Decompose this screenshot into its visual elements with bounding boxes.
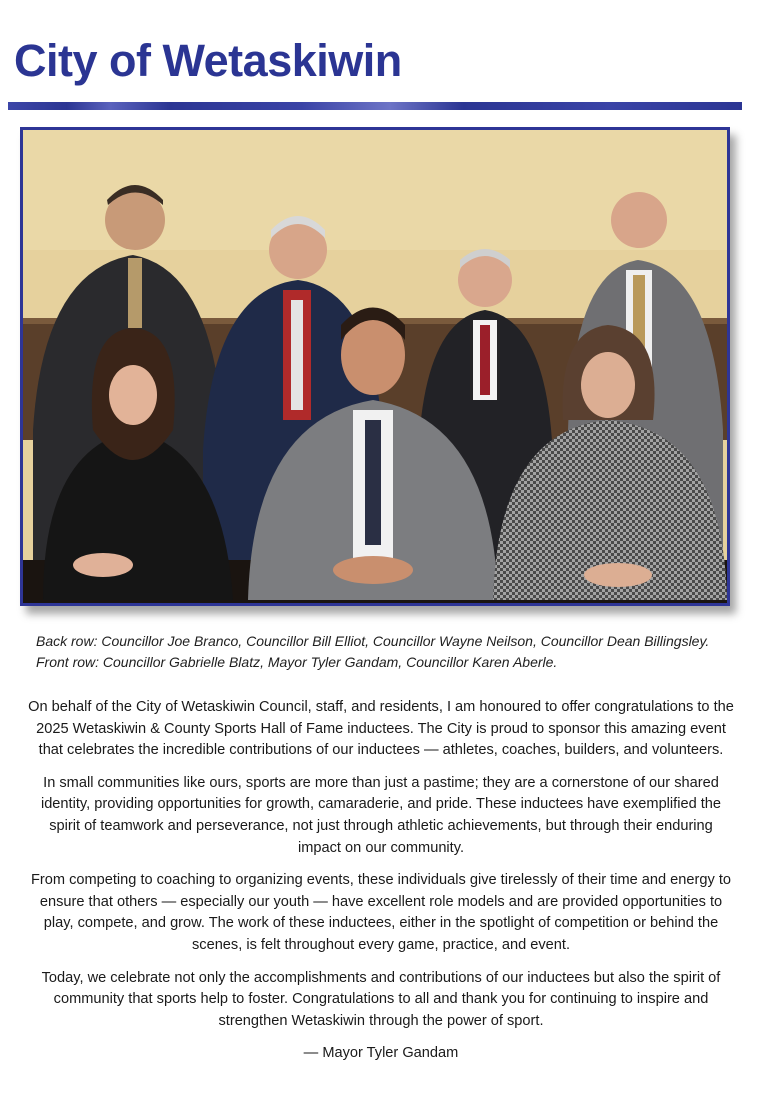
city-logo-title: City of Wetaskiwin bbox=[14, 35, 402, 86]
letter-paragraph: In small communities like ours, sports are more than just a pastime; they are a cornerstone of our shared identity, providing opportunities for growth, camaraderie, and pride. These inductees have exemplified the spirit of teamwork and perseverance, not just through athletic achievements, but through their enduring impact on our community. bbox=[40, 774, 722, 856]
letter-signature: — Mayor Tyler Gandam bbox=[303, 1045, 459, 1062]
letter-paragraph: From competing to coaching to organizing events, these individuals give tirelessly of their time and energy to ensure that others — especially our youth — have excellent role models and are provided opportunities to play, compete, and grow. The work of these inductees, either in the spotlight of competition or behind the scenes, is felt throughout every game, practice, and event. bbox=[30, 872, 732, 953]
mayor-letter bbox=[26, 697, 736, 1076]
letter-paragraph: On behalf of the City of Wetaskiwin Council, staff, and residents, I am honoured to offer congratulations to the 2025 Wetaskiwin & County Sports Hall of Fame inductees. The City is proud to sponsor this amazing event that celebrates the incredible contributions of our inductees — athletes, coaches, builders, and volunteers. bbox=[28, 699, 734, 759]
photo-caption: Back row: Councillor Joe Branco, Councillor Bill Elliot, Councillor Wayne Neilson, Councillor Dean Billingsley. Front row: Councillor Gabrielle Blatz, Mayor Tyler Gandam, Councillor Karen Aberle. bbox=[36, 633, 710, 670]
council-photo bbox=[20, 127, 730, 606]
header-divider bbox=[8, 102, 742, 110]
letter-paragraph: Today, we celebrate not only the accomplishments and contributions of our inductees but also the spirit of community that sports help to foster. Congratulations to all and thank you for continuing to inspire and strengthen Wetaskiwin through the power of sport. bbox=[41, 969, 721, 1029]
